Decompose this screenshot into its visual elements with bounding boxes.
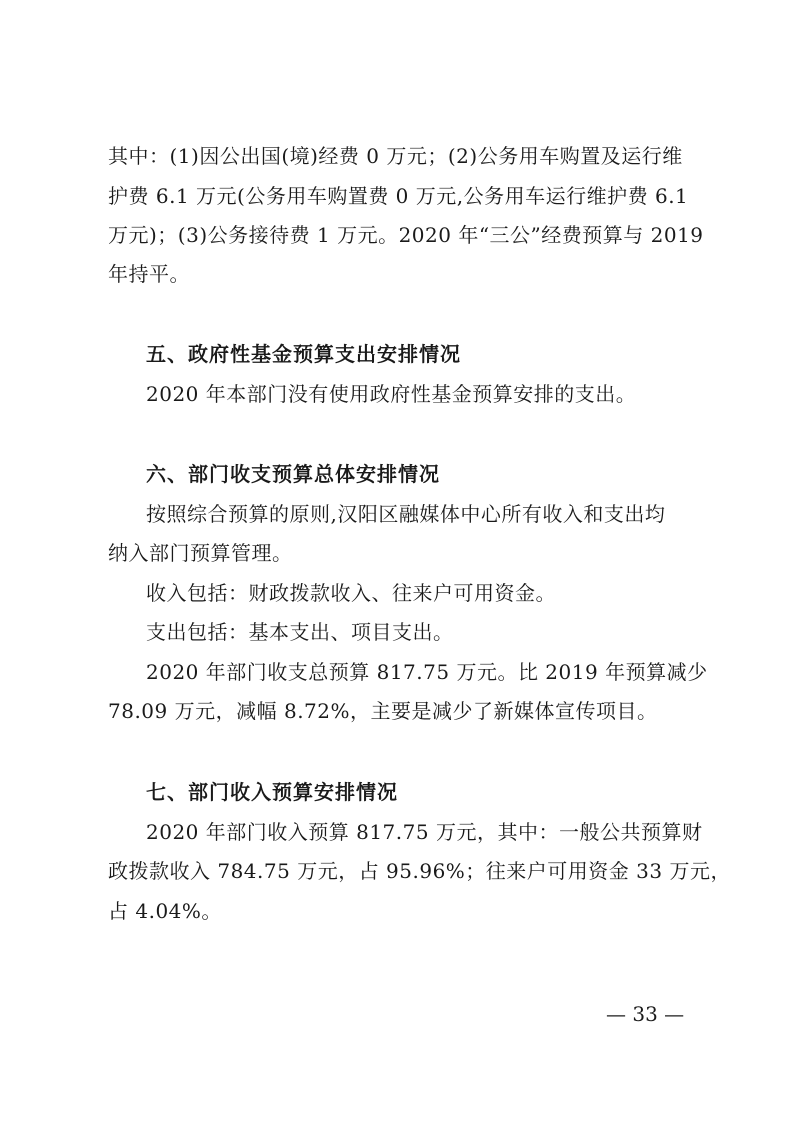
paragraph-line: 占 4.04%。	[108, 899, 222, 923]
section-heading: 六、部门收支预算总体安排情况	[146, 462, 440, 486]
paragraph-line: 护费 6.1 万元(公务用车购置费 0 万元,公务用车运行维护费 6.1	[108, 184, 689, 208]
paragraph-line: 2020 年部门收支总预算 817.75 万元。比 2019 年预算减少	[146, 660, 708, 684]
section-heading: 七、部门收入预算安排情况	[146, 780, 398, 804]
paragraph-line: 政拨款收入 784.75 万元，占 95.96%；往来户可用资金 33 万元，	[108, 859, 731, 883]
paragraph-line: 万元)；(3)公务接待费 1 万元。2020 年“三公”经费预算与 2019	[108, 223, 704, 247]
section-heading: 五、政府性基金预算支出安排情况	[146, 342, 461, 366]
paragraph-line: 按照综合预算的原则,汉阳区融媒体中心所有收入和支出均	[146, 502, 666, 526]
paragraph-line: 纳入部门预算管理。	[108, 541, 293, 565]
paragraph-line: 年持平。	[108, 262, 190, 286]
paragraph-line: 2020 年部门收入预算 817.75 万元，其中：一般公共预算财	[146, 820, 703, 844]
paragraph-line: 支出包括：基本支出、项目支出。	[146, 620, 454, 644]
paragraph-line: 78.09 万元，减幅 8.72%，主要是减少了新媒体宣传项目。	[108, 699, 658, 723]
paragraph-line: 其中：(1)因公出国(境)经费 0 万元；(2)公务用车购置及运行维	[108, 144, 683, 168]
paragraph-line: 2020 年本部门没有使用政府性基金预算安排的支出。	[146, 382, 637, 406]
paragraph-line: 收入包括：财政拨款收入、往来户可用资金。	[146, 581, 556, 605]
page-number: — 33 —	[606, 1002, 685, 1026]
